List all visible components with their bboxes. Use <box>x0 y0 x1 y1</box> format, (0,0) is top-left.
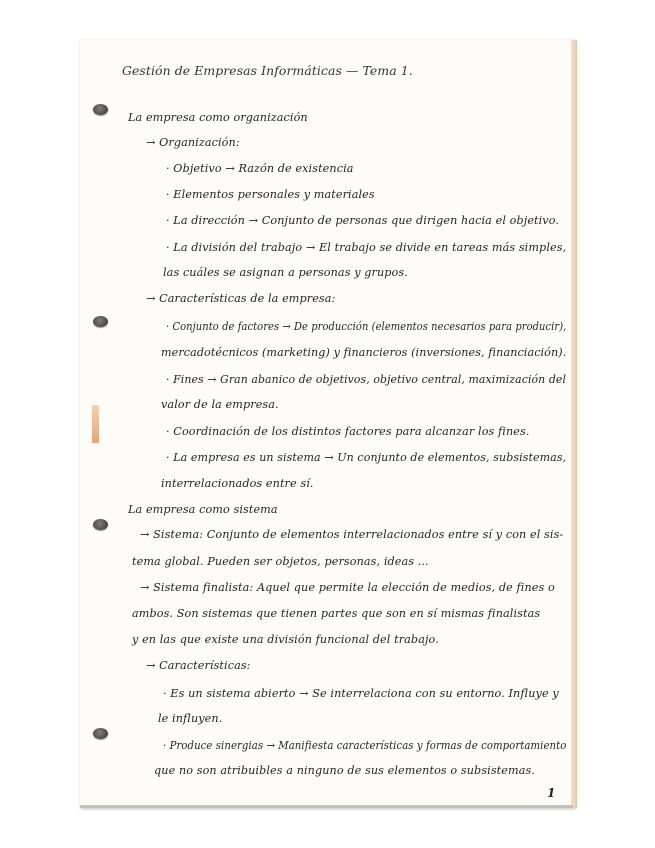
note-line: las cuáles se asignan a personas y grupos. <box>163 266 408 279</box>
note-line: · Produce sinergias → Manifiesta características y formas de comportamiento <box>163 739 567 752</box>
page-title: Gestión de Empresas Informáticas — Tema 1. <box>122 63 413 78</box>
note-line: · Coordinación de los distintos factores para alcanzar los fines. <box>166 425 530 438</box>
note-line: le influyen. <box>158 712 223 725</box>
note-line: · La dirección → Conjunto de personas que dirigen hacia el objetivo. <box>166 214 560 227</box>
binder-hole <box>93 316 108 327</box>
note-line: · La empresa es un sistema → Un conjunto de elementos, subsistemas, <box>166 451 567 464</box>
note-line: y en las que existe una división funcional del trabajo. <box>132 633 439 646</box>
note-line: · Objetivo → Razón de existencia <box>166 162 354 175</box>
note-line: tema global. Pueden ser objetos, personas, ideas ... <box>132 555 429 568</box>
binder-hole <box>93 728 108 739</box>
note-line: · La división del trabajo → El trabajo se divide en tareas más simples, <box>166 241 567 254</box>
note-line: → Características: <box>146 659 251 672</box>
note-line: → Sistema: Conjunto de elementos interrelacionados entre sí y con el sis- <box>140 528 564 541</box>
note-line: · Conjunto de factores → De producción (elementos necesarios para producir), <box>166 320 567 333</box>
binder-hole <box>93 519 108 530</box>
page-bottom-edge <box>80 805 573 808</box>
note-line: mercadotécnicos (marketing) y financieros (inversiones, financiación). <box>161 346 567 359</box>
note-line: · Es un sistema abierto → Se interrelaciona con su entorno. Influye y <box>163 687 559 700</box>
note-line: interrelacionados entre sí. <box>161 477 314 490</box>
note-line: · Elementos personales y materiales <box>166 188 375 201</box>
note-line: · Fines → Gran abanico de objetivos, objetivo central, maximización del <box>166 373 567 386</box>
section-heading: La empresa como organización <box>128 111 308 124</box>
note-line: → Características de la empresa: <box>146 292 336 305</box>
index-tab <box>92 405 99 443</box>
note-line: valor de la empresa. <box>161 398 279 411</box>
note-line: → Organización: <box>146 136 240 149</box>
section-heading: La empresa como sistema <box>128 503 278 516</box>
note-line: ambos. Son sistemas que tienen partes que son en sí mismas finalistas <box>132 607 541 620</box>
note-line: → Sistema finalista: Aquel que permite la elección de medios, de fines o <box>140 581 555 594</box>
page-number: 1 <box>547 786 556 800</box>
binder-hole <box>93 104 108 115</box>
page-edge <box>571 40 577 808</box>
note-line: que no son atribuibles a ninguno de sus elementos o subsistemas. <box>154 764 535 777</box>
